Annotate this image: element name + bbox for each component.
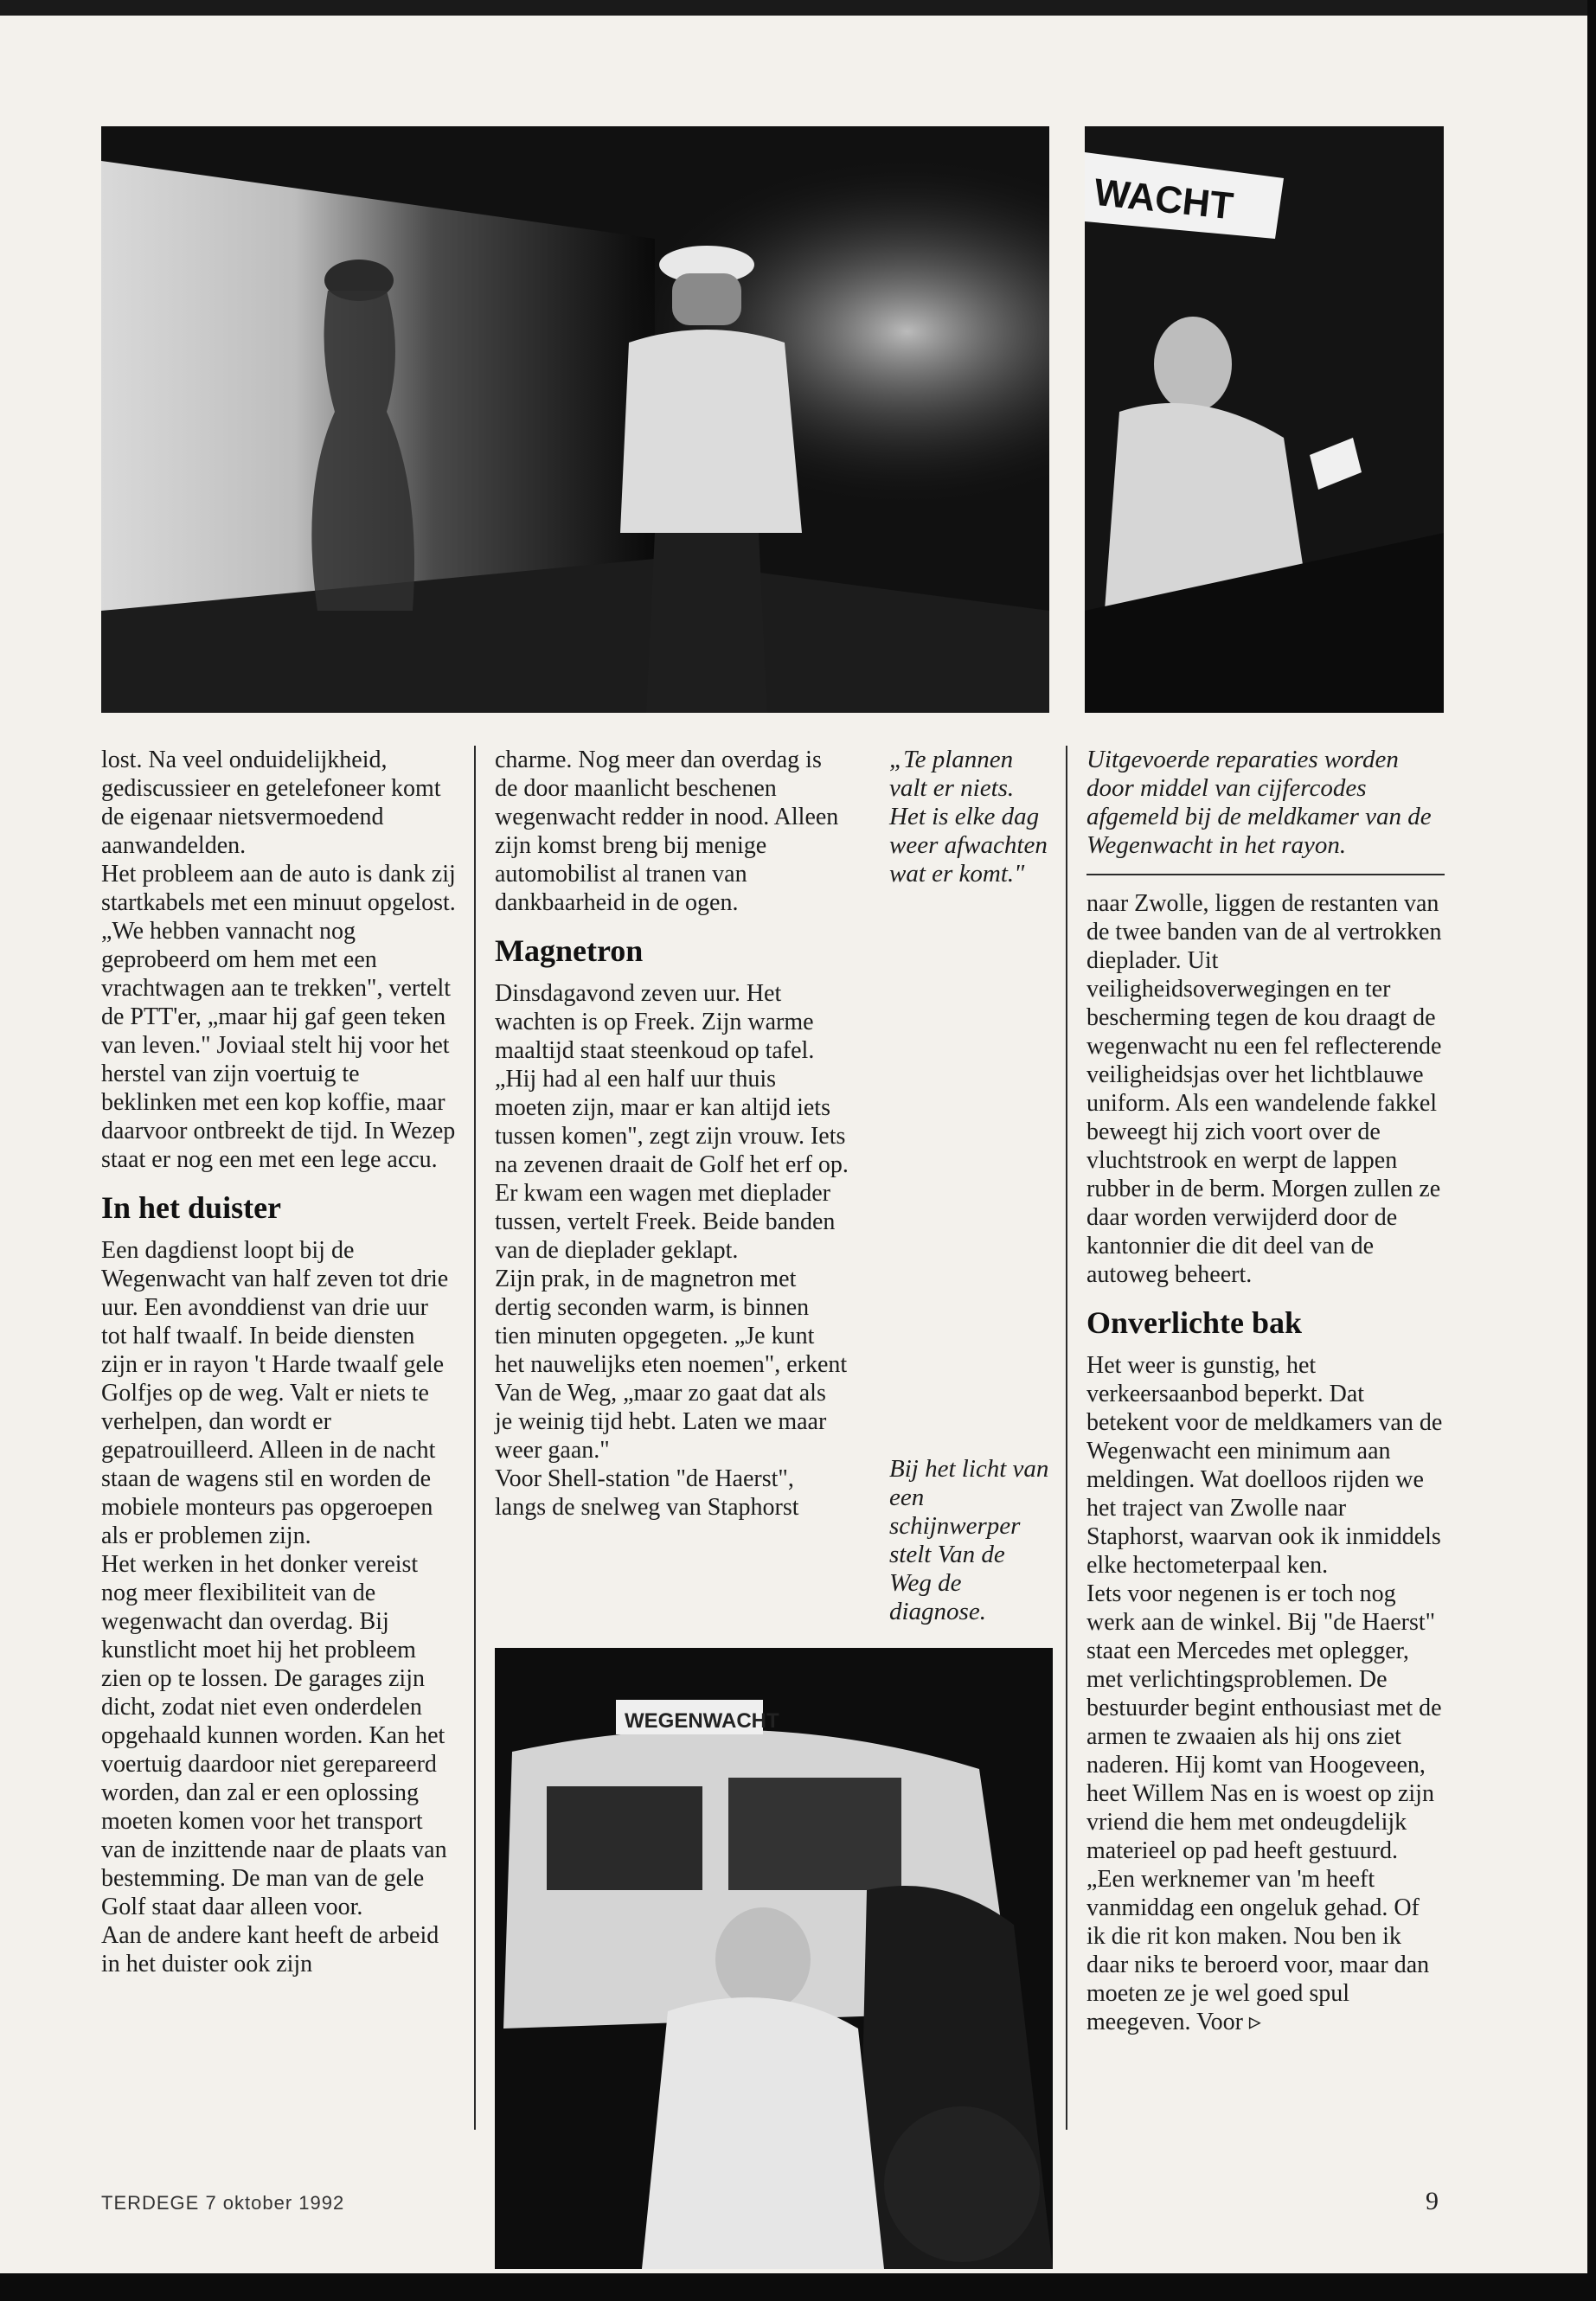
article-column-1 xyxy=(101,746,456,1978)
photo-wegenwacht-van xyxy=(495,1648,1053,2269)
paragraph: naar Zwolle, liggen de restanten van de twee banden van de al vertrokken dieplader. Uit veiligheidsoverwegingen en ter bescherming tegen de kou draagt de wegenwacht nu een fel reflecterende veiligheidsjas over het lichtblauwe uniform. Als een wandelende fakkel beweegt hij zich voort over de vluchtstrook en werpt de lappen rubber in de berm. Morgen zullen ze daar worden verwijderd door de kantonnier die dit deel van de autoweg beheert. xyxy=(1086,890,1442,1288)
sign-text-wacht: WACHT xyxy=(1092,170,1235,228)
paragraph: Een dagdienst loopt bij de Wegenwacht van half zeven tot drie uur. Een avonddienst van drie uur tot half twaalf. In beide diensten zijn er in rayon 't Harde twaalf gele Golfjes op de weg. Valt er niets te verhelpen, dan wordt er gepatrouilleerd. Alleen in de nacht staan de wagens stil en worden de mobiele monteurs pas opgeroepen als er problemen zijn. xyxy=(101,1237,449,1549)
paragraph: Dinsdagavond zeven uur. Het wachten is op Freek. Zijn warme maaltijd staat steenkoud op tafel. „Hij had al een half uur thuis moeten zijn, maar er kan altijd iets tussen komen", zegt zijn vrouw. Iets na zevenen draait de Golf het erf op. Er kwam een wagen met dieplader tussen, vertelt Freek. Beide banden van de dieplader geklapt. xyxy=(495,980,849,1264)
subheading-magnetron: Magnetron xyxy=(495,933,644,968)
column-divider xyxy=(474,746,476,2130)
sign-text-wegenwacht: WEGENWACHT xyxy=(625,1709,779,1733)
column-divider xyxy=(1066,746,1067,2130)
paragraph: Aan de andere kant heeft de arbeid in het duister ook zijn xyxy=(101,1922,439,1977)
page-edge xyxy=(1587,0,1596,2301)
subheading-onverlichte-bak: Onverlichte bak xyxy=(1086,1305,1302,1340)
paragraph: Het werken in het donker vereist nog meer flexibiliteit van de wegenwacht dan overdag. Bij kunstlicht moet hij het probleem zien op te lossen. De garages zijn dicht, zodat niet even onderdelen opgehaald kunnen worden. Kan het voertuig daardoor niet gerepareerd worden, dan zal er een oplossing moeten komen voor het transport van de inzittende naar de plaats van bestemming. De man van de gele Golf staat daar alleen voor. xyxy=(101,1551,447,1920)
article-column-2 xyxy=(495,746,849,1522)
paragraph: Het probleem aan de auto is dank zij startkabels met een minuut opgelost. „We hebben vannacht nog geprobeerd om hem met een vrachtwagen aan te trekken", vertelt de PTT'er, „maar hij gaf geen teken van leven." Joviaal stelt hij voor het herstel van zijn voertuig te beklinken met een kop koffie, maar daarvoor ontbreekt de tijd. In Wezep staat er nog een met een lege accu. xyxy=(101,861,456,1173)
photo-tunnel-wegenwacht xyxy=(101,126,1049,713)
paragraph: lost. Na veel onduidelijkheid, gediscussieer en getelefoneer komt de eigenaar nietsvermoedend aanwandelden. xyxy=(101,747,441,859)
page-number: 9 xyxy=(1426,2187,1439,2215)
paragraph: Voor Shell-station "de Haerst", langs de snelweg van Staphorst xyxy=(495,1465,799,1521)
paragraph: Iets voor negenen is er toch nog werk aan de winkel. Bij "de Haerst" staat een Mercedes met oplegger, met verlichtingsproblemen. De bestuurder begint enthousiast met de armen te zwaaien als hij ons ziet naderen. Hij komt van Hoogeveen, heet Willem Nas en is woest op zijn vriend die hem met ondeugdelijk materieel op pad heeft gestuurd. „Een werknemer van 'm heeft vanmiddag een ongeluk gehad. Of ik die rit kon maken. Nou ben ik daar niks te beroerd voor, maar dan moeten ze je wel goed spul meegeven. Voor ▹ xyxy=(1086,1580,1442,2035)
subheading-in-het-duister: In het duister xyxy=(101,1190,282,1225)
paragraph: Het weer is gunstig, het verkeersaanbod beperkt. Dat betekent voor de meldkamers van de Wegenwacht een minimum aan meldingen. Wat doelloos rijden we het traject van Zwolle naar Staphorst, waarvan ook ik inmiddels elke hectometerpaal ken. xyxy=(1086,1352,1443,1579)
footer-publication-date: TERDEGE 7 oktober 1992 xyxy=(101,2192,345,2214)
paragraph: charme. Nog meer dan overdag is de door maanlicht beschenen wegenwacht redder in nood. Alleen zijn komst breng bij menige automobilist al tranen van dankbaarheid in de ogen. xyxy=(495,747,839,916)
paragraph: Zijn prak, in de magnetron met dertig seconden warm, is binnen tien minuten opgegeten. „Je kunt het nauwelijks eten noemen", erkent Van de Weg, „maar zo gaat dat als je weinig tijd hebt. Laten we maar weer gaan." xyxy=(495,1266,848,1464)
caption-rule xyxy=(1086,874,1445,875)
scan-bottom-edge xyxy=(0,2273,1596,2301)
photo-caption-meldkamer: Uitgevoerde reparaties worden door middel van cijfercodes afgemeld bij de meldkamer van de Wegenwacht in het rayon. xyxy=(1086,746,1432,859)
photo-meldkamer-wegenwacht xyxy=(1085,126,1444,713)
pull-quote: „Te plannen valt er niets. Het is elke dag weer afwachten wat er komt." xyxy=(889,746,1048,888)
photo-caption-schijnwerper: Bij het licht van een schijnwerper stelt Van de Weg de diagnose. xyxy=(889,1455,1049,1625)
article-column-4 xyxy=(1086,889,1443,2036)
